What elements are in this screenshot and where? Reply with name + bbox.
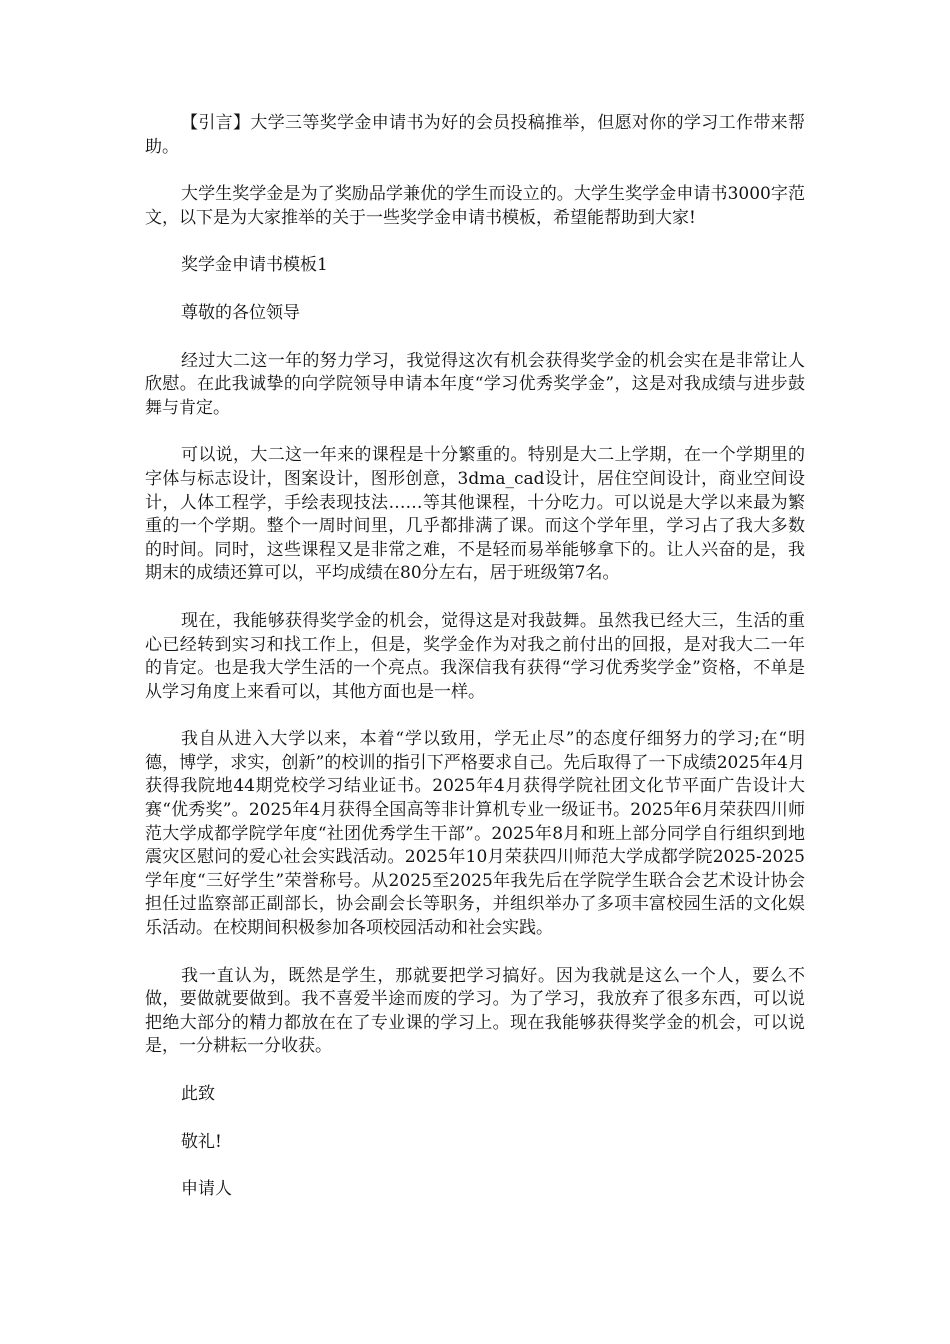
summary-paragraph: 大学生奖学金是为了奖励品学兼优的学生而设立的。大学生奖学金申请书3000字范文，以下是为大家推举的关于一些奖学金申请书模板，希望能帮助到大家! [145, 184, 805, 228]
document-body [145, 112, 805, 1202]
salutation: 尊敬的各位领导 [181, 302, 300, 323]
body-paragraph: 可以说，大二这一年来的课程是十分繁重的。特别是大二上学期，在一个学期里的字体与标志设计，图案设计，图形创意，3dma_cad设计，居住空间设计，商业空间设计，人体工程学，手绘表现技法……等其他课程，十分吃力。可以说是大学以来最为繁重的一个学期。整个一周时间里，几乎都排满了课。而这个学年里，学习占了我大多数的时间。同时，这些课程又是非常之难，不是轻而易举能够拿下的。让人兴奋的是，我期末的成绩还算可以，平均成绩在80分左右，居于班级第7名。 [145, 445, 805, 584]
body-paragraph: 我一直认为，既然是学生，那就要把学习搞好。因为我就是这么一个人，要么不做，要做就要做到。我不喜爱半途而废的学习。为了学习，我放弃了很多东西，可以说把绝大部分的精力都放在在了专业课的学习上。现在我能够获得奖学金的机会，可以说是，一分耕耘一分收获。 [145, 965, 805, 1057]
closing-line: 此致 [181, 1084, 215, 1104]
body-paragraph: 现在，我能够获得奖学金的机会，觉得这是对我鼓舞。虽然我已经大三，生活的重心已经转到实习和找工作上，但是，奖学金作为对我之前付出的回报，是对我大二一年的肯定。也是我大学生活的一个亮点。我深信我有获得“学习优秀奖学金”资格，不单是从学习角度上来看可以，其他方面也是一样。 [145, 610, 805, 702]
template-heading: 奖学金申请书模板1 [181, 255, 328, 276]
body-paragraph: 我自从进入大学以来，本着“学以致用，学无止尽”的态度仔细努力的学习;在“明德，博学，求实，创新”的校训的指引下严格要求自己。先后取得了一下成绩2025年4月获得我院地44期党校学习结业证书。2025年4月获得学院社团文化节平面广告设计大赛“优秀奖”。2025年4月获得全国高等非计算机专业一级证书。2025年6月荣获四川师范大学成都学院学年度“社团优秀学生干部”。2025年8月和班上部分同学自行组织到地震灾区慰问的爱心社会实践活动。2025年10月荣获四川师范大学成都学院2025-2025学年度“三好学生”荣誉称号。从2025至2025年我先后在学院学生联合会艺术设计协会担任过监察部正副部长，协会副会长等职务，并组织举办了多项丰富校园生活的文化娱乐活动。在校期间积极参加各项校园活动和社会实践。 [145, 729, 805, 939]
applicant-line: 申请人 [181, 1179, 232, 1200]
body-paragraph: 经过大二这一年的努力学习，我觉得这次有机会获得奖学金的机会实在是非常让人欣慰。在此我诚挚的向学院领导申请本年度“学习优秀奖学金”，这是对我成绩与进步鼓舞与肯定。 [145, 350, 805, 418]
intro-paragraph: 【引言】大学三等奖学金申请书为好的会员投稿推举，但愿对你的学习工作带来帮助。 [145, 113, 805, 157]
closing-salute: 敬礼! [181, 1131, 222, 1152]
